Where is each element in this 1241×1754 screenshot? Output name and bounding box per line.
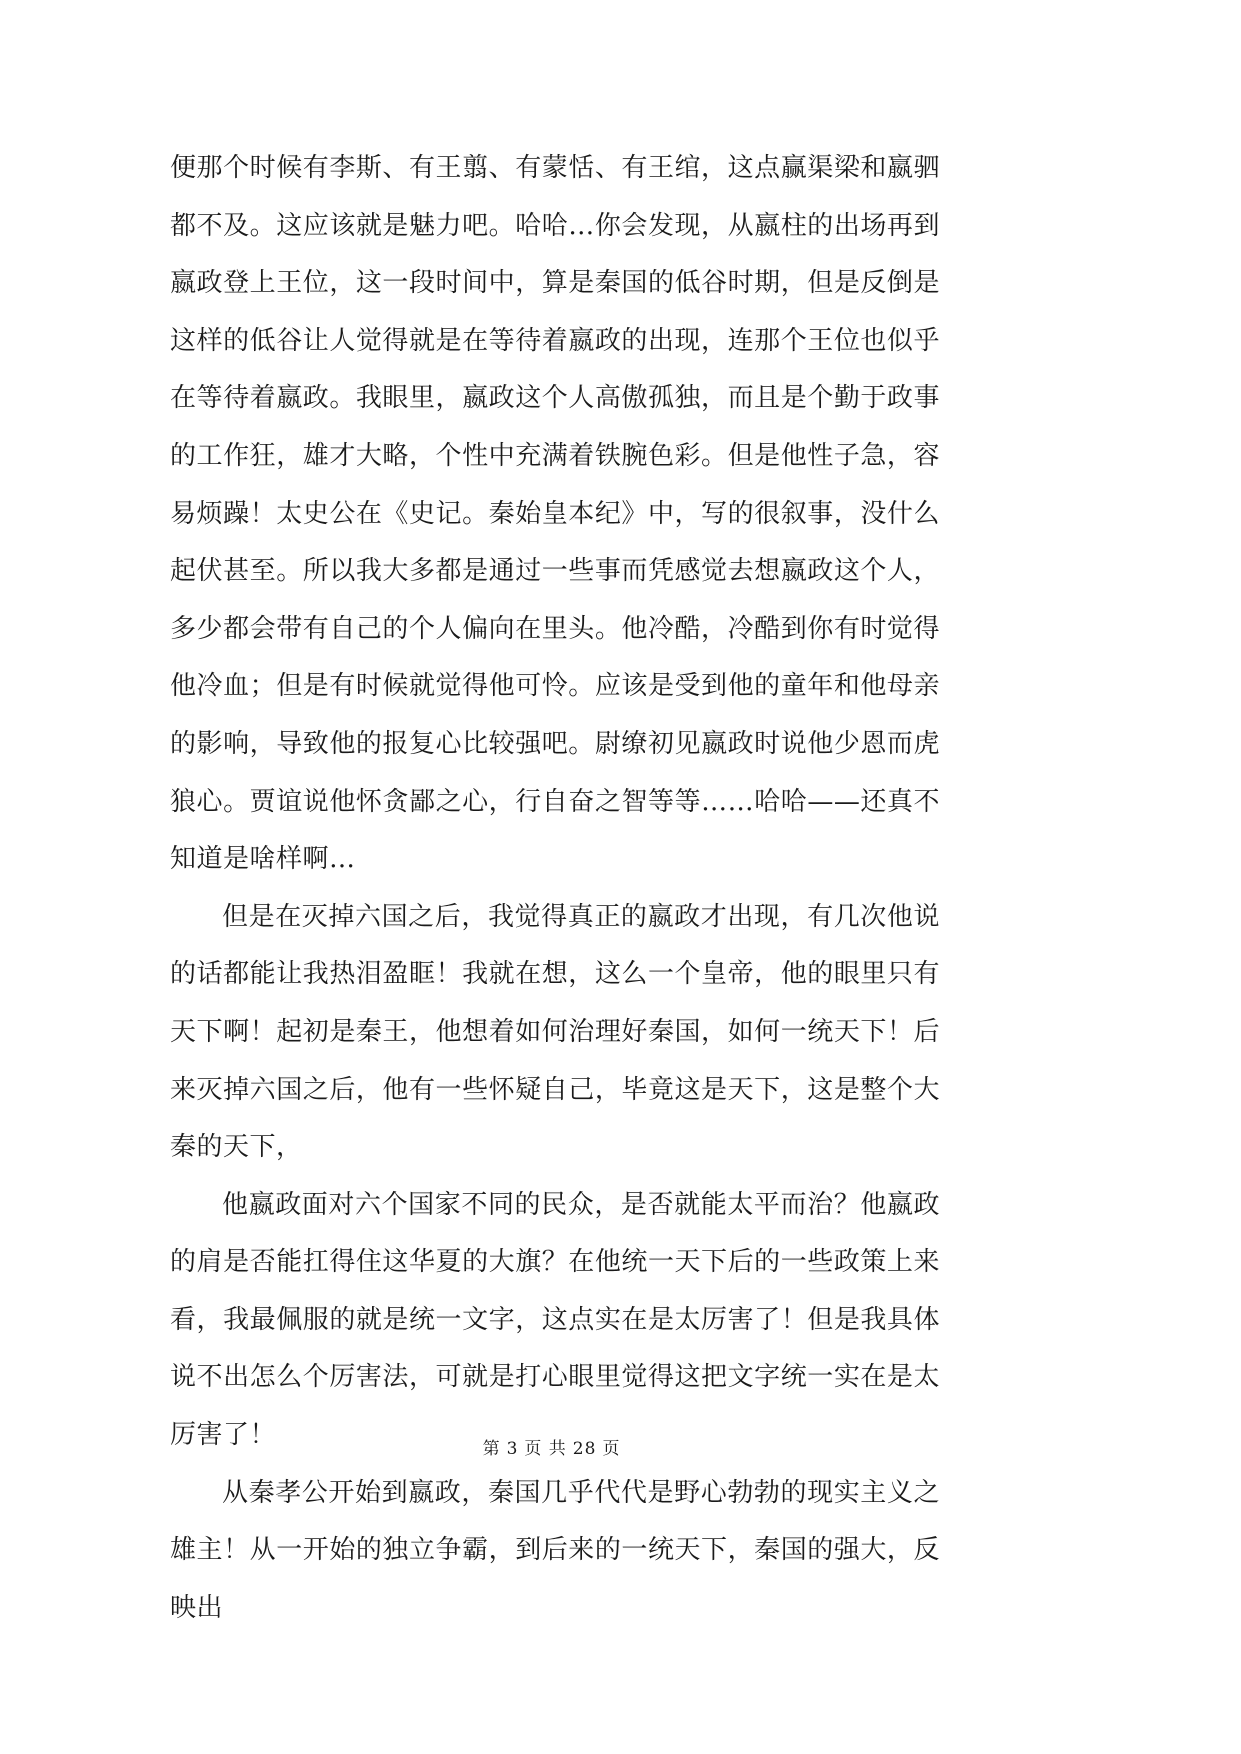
document-body [170, 140, 940, 1637]
footer-current-page: 3 [506, 1439, 519, 1459]
footer-prefix: 第 [482, 1439, 501, 1459]
paragraph-3: 他嬴政面对六个国家不同的民众，是否就能太平而治？他嬴政的肩是否能扛得住这华夏的大旗？在他统一天下后的一些政策上来看，我最佩服的就是统一文字，这点实在是太厉害了！但是我具体说不出怎么个厉害法，可就是打心眼里觉得这把文字统一实在是太厉害了！ [170, 1189, 940, 1451]
footer-middle: 页 共 [524, 1439, 567, 1459]
footer-suffix: 页 [602, 1439, 621, 1459]
paragraph-2: 但是在灭掉六国之后，我觉得真正的嬴政才出现，有几次他说的话都能让我热泪盈眶！我就在想，这么一个皇帝，他的眼里只有天下啊！起初是秦王，他想着如何治理好秦国，如何一统天下！后来灭掉六国之后，他有一些怀疑自己，毕竟这是天下，这是整个大秦的天下， [170, 901, 940, 1163]
paragraph-1: 便那个时候有李斯、有王翦、有蒙恬、有王绾，这点赢渠梁和嬴驷都不及。这应该就是魅力吧。哈哈…你会发现，从嬴柱的出场再到嬴政登上王位，这一段时间中，算是秦国的低谷时期，但是反倒是这样的低谷让人觉得就是在等待着嬴政的出现，连那个王位也似乎在等待着嬴政。我眼里，嬴政这个人高傲孤独，而且是个勤于政事的工作狂，雄才大略，个性中充满着铁腕色彩。但是他性子急，容易烦躁！太史公在《史记。秦始皇本纪》中，写的很叙事，没什么起伏甚至。所以我大多都是通过一些事而凭感觉去想嬴政这个人，多少都会带有自己的个人偏向在里头。他冷酷，冷酷到你有时觉得他冷血；但是有时候就觉得他可怜。应该是受到他的童年和他母亲的影响，导致他的报复心比较强吧。尉缭初见嬴政时说他少恩而虎狼心。贾谊说他怀贪鄙之心，行自奋之智等等……哈哈——还真不知道是啥样啊… [170, 153, 940, 875]
paragraph-4: 从秦孝公开始到嬴政，秦国几乎代代是野心勃勃的现实主义之雄主！从一开始的独立争霸，到后来的一统天下，秦国的强大，反映出 [170, 1477, 940, 1623]
page-footer [0, 1434, 1103, 1459]
footer-total-pages: 28 [572, 1439, 597, 1459]
